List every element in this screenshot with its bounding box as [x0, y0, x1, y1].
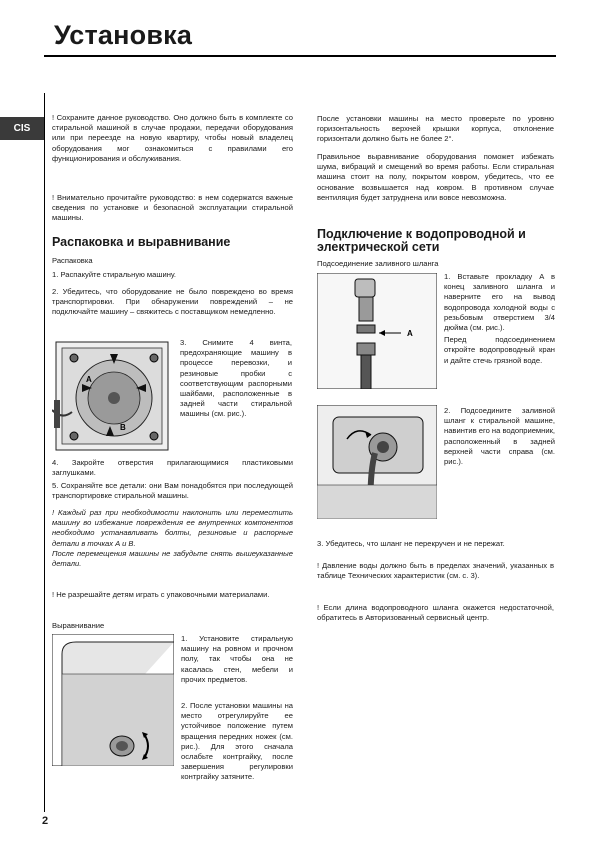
step-3 — [180, 338, 292, 420]
warning-children: ! Не разрешайте детям играть с упаковочными материалами. — [52, 590, 270, 599]
step-5: 5. Сохраняйте все детали: они Вам понадобятся при последующей транспортировке стиральной машины. — [52, 481, 293, 501]
leveling-foot-illustration — [52, 634, 174, 766]
paragraph-leveling-benefits: Правильное выравнивание оборудования поможет избежать шума, вибраций и смещений во время работы. Если стиральная машина стоит на полу, покрытом ковром, убедитесь, что ее основание возвышается над ковром. В противном случае вентиляция будет затруднена или вовсе невозможна. — [317, 152, 554, 202]
hose-step-3: 3. Убедитесь, что шланг не перекручен и не пережат. — [317, 539, 505, 548]
step-3-text: 3. Снимите 4 винта, предохраняющие машину в процессе перевозки, и резиновые пробки с соответствующим распорными шайбами, расположенные в задней части стиральной машины (см. рис.). — [180, 338, 292, 419]
label-b: B — [120, 423, 126, 432]
section-heading-unpacking: Распаковка и выравнивание — [52, 235, 231, 249]
paragraph-level-check: После установки машины на место проверьте по уровню горизонтальность верхней крышки корпуса, отклонение горизонтали должно быть не более 2°. — [317, 114, 554, 144]
subheading-hose: Подсоединение заливного шланга — [317, 259, 439, 268]
page-title: Установка — [54, 20, 193, 50]
section-heading-connection: Подключение к водопроводной и электрической сети — [317, 227, 526, 254]
hose-step-1-note: Перед подсоединением откройте водопроводный кран и дайте стечь грязной воде. — [444, 335, 555, 365]
warning-text: ! Внимательно прочитайте руководство: в нем содержатся важные сведения по установке и безопасной эксплуатации стиральной машины. — [52, 193, 293, 223]
step-4: 4. Закройте отверстия прилагающимися пластиковыми заглушками. — [52, 458, 293, 478]
hose-step-2: 2. Подсоедините заливной шланг к стиральной машине, навинтив его на водоприемник, расположенный в задней верхней части справа (см. рис.). — [444, 406, 555, 467]
title-rule — [44, 55, 556, 57]
label-a: A — [86, 375, 92, 384]
hose-step-1 — [444, 272, 555, 366]
page-number: 2 — [42, 815, 49, 827]
hose-step-1-text: 1. Вставьте прокладку A в конец заливного шланга и наверните его на вывод водопровода холодной воды с резьбовым отверстием 3/4 дюйма (см. рис.). — [444, 272, 555, 333]
warning-text: ! Сохраните данное руководство. Оно должно быть в комплекте со стиральной машиной в случае продажи, передачи оборудования или при переезде на новую квартиру, чтобы новый владелец оборудования мог ознакомиться с правилами его функционирования и обслуживания. — [52, 113, 293, 163]
warning-transport-bolts — [52, 508, 293, 569]
warning-keep-manual — [52, 113, 293, 169]
language-tab: CIS — [0, 117, 44, 140]
warning-water-pressure: ! Давление воды должно быть в пределах значений, указанных в таблице Технических характеристик (см. с. 3). — [317, 561, 554, 581]
leveling-step-1: 1. Установите стиральную машину на ровном и прочном полу, так чтобы она не касалась стен, мебели и прочих предметов. — [181, 634, 293, 684]
machine-rear-illustration — [52, 340, 172, 452]
warning-text-2: После перемещения машины не забудьте снять вышеуказанные детали. — [52, 548, 293, 569]
margin-line — [44, 93, 45, 812]
warning-text: ! Каждый раз при необходимости наклонить или переместить машину во избежание повреждения ее внутренних компонентов необходимо устанавливать болты, резиновые и распорные детали в точках A и B. — [52, 508, 293, 548]
leveling-step-2: 2. После установки машины на место отрегулируйте ее устойчивое положение путем вращения передних ножек (см. рис.). Для этого сначала ослабьте контргайку, после завершения регулировки контргайку затяните. — [181, 701, 293, 782]
step-2: 2. Убедитесь, что оборудование не было повреждено во время транспортировки. При обнаружении повреждений – не подключайте машину – свяжитесь с поставщиком немедленно. — [52, 287, 293, 317]
warning-hose-length: ! Если длина водопроводного шланга окажется недостаточной, обратитесь в Авторизованный сервисный центр. — [317, 603, 554, 623]
subheading-leveling: Выравнивание — [52, 621, 105, 630]
subheading-unpacking: Распаковка — [52, 256, 93, 265]
label-a-hose: A — [407, 329, 413, 338]
step-1: 1. Распакуйте стиральную машину. — [52, 270, 177, 279]
machine-inlet-illustration — [317, 405, 437, 519]
tap-hose-illustration — [317, 273, 437, 389]
warning-read-manual — [52, 193, 293, 229]
